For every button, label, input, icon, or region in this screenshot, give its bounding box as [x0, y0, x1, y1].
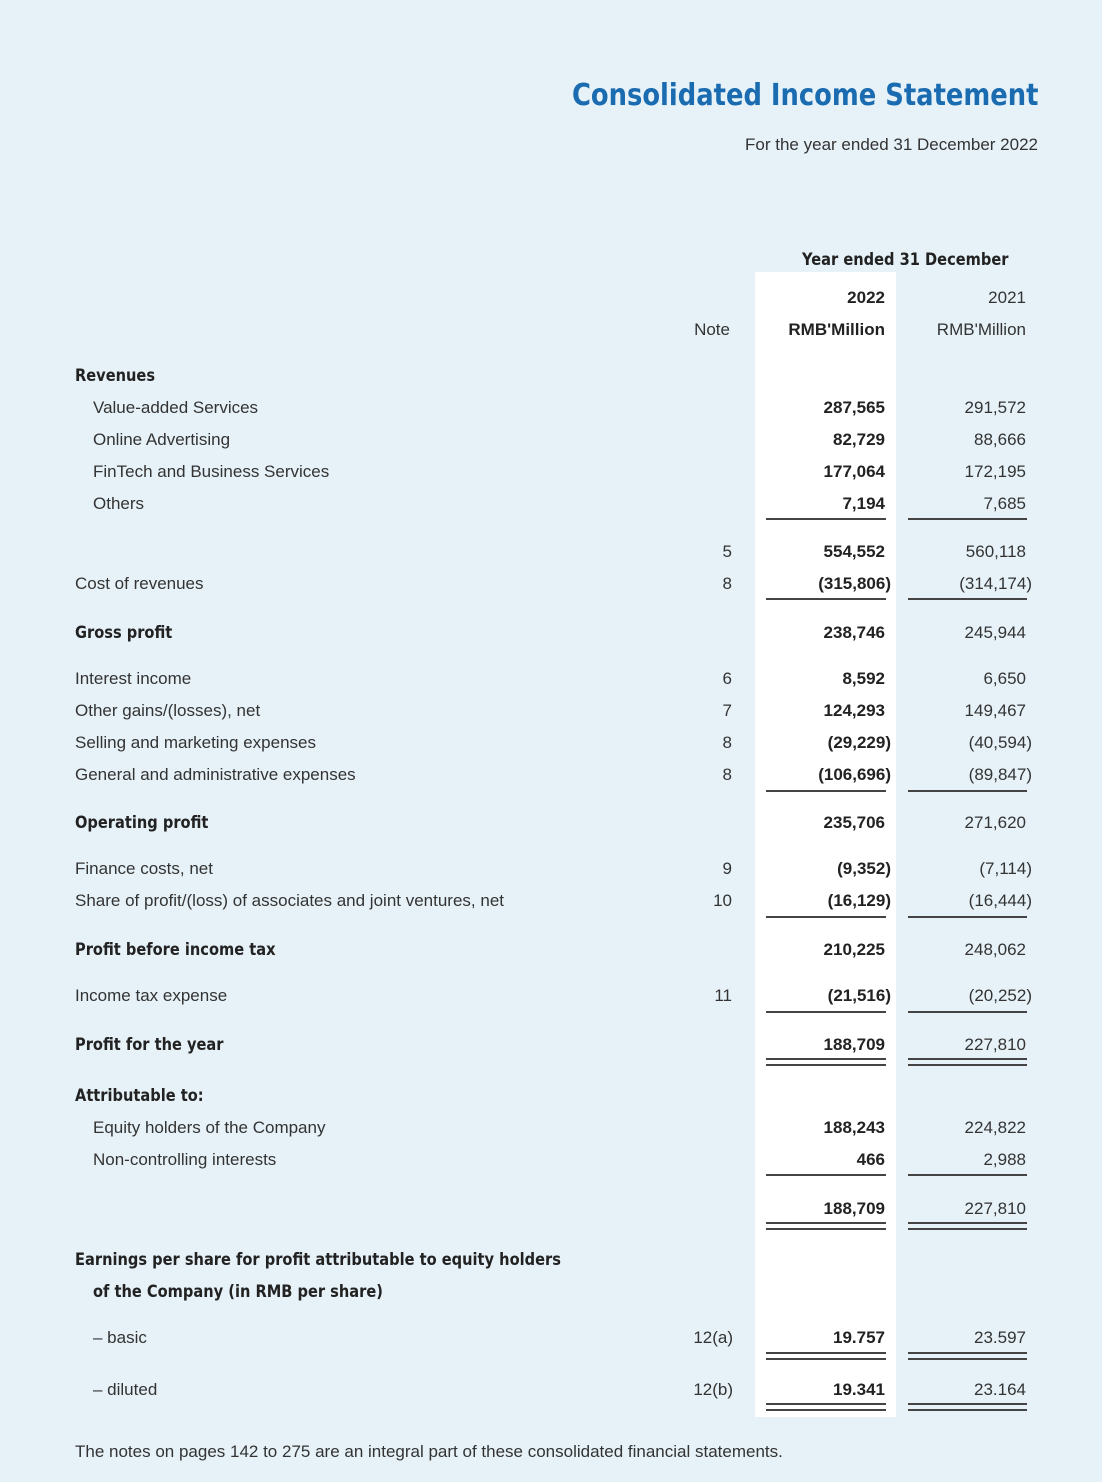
note-ref: 9	[722, 859, 732, 878]
value-2021: 248,062	[964, 940, 1026, 959]
value-2021: 227,810	[964, 1035, 1026, 1054]
value-2021: (89,847)	[968, 765, 1032, 784]
value-2021: (20,252)	[968, 986, 1032, 1005]
value-2021: (314,174)	[959, 574, 1032, 593]
period-header: Year ended 31 December	[802, 250, 1009, 270]
value-2021: (40,594)	[968, 733, 1032, 752]
note-ref: 8	[722, 574, 732, 593]
note-ref: 6	[722, 669, 732, 688]
value-2022: (21,516)	[827, 986, 891, 1005]
value-2022: 188,709	[823, 1199, 885, 1218]
row-label: Income tax expense	[75, 986, 228, 1005]
total-double-rule	[766, 1352, 886, 1360]
row-label: Cost of revenues	[75, 574, 204, 593]
value-2021: 23.164	[974, 1380, 1026, 1399]
page-subtitle: For the year ended 31 December 2022	[745, 135, 1038, 154]
note-ref: 8	[722, 733, 732, 752]
value-2021: (16,444)	[968, 891, 1032, 910]
subtotal-rule	[908, 598, 1027, 600]
total-double-rule	[766, 1058, 886, 1066]
year-prior-header: 2021	[988, 288, 1026, 307]
value-2022: 238,746	[823, 623, 885, 642]
note-ref: 11	[714, 986, 732, 1005]
value-2022: 124,293	[823, 701, 885, 720]
row-label: Selling and marketing expenses	[75, 733, 316, 752]
value-2022: 19.341	[833, 1380, 885, 1399]
row-label: Others	[93, 494, 145, 513]
note-header: Note	[694, 320, 730, 339]
row-label: – basic	[93, 1328, 147, 1347]
note-ref: 7	[722, 701, 732, 720]
value-2021: 245,944	[964, 623, 1026, 642]
value-2022: 177,064	[823, 462, 885, 481]
eps-heading: Earnings per share for profit attributable to equity holders	[75, 1250, 561, 1270]
subtotal-rule	[908, 1174, 1027, 1176]
row-label: Equity holders of the Company	[93, 1118, 326, 1137]
value-2022: 466	[856, 1150, 885, 1169]
value-2021: 7,685	[983, 494, 1026, 513]
note-ref: 8	[722, 765, 732, 784]
row-label: General and administrative expenses	[75, 765, 356, 784]
value-2021: 2,988	[983, 1150, 1026, 1169]
value-2021: 6,650	[983, 669, 1026, 688]
row-label: FinTech and Business Services	[93, 462, 330, 481]
note-ref: 5	[722, 542, 732, 561]
value-2021: 149,467	[964, 701, 1026, 720]
value-2022: (9,352)	[837, 859, 891, 878]
note-ref: 12(a)	[693, 1328, 733, 1347]
footnote: The notes on pages 142 to 275 are an integral part of these consolidated financial statements.	[75, 1442, 783, 1461]
note-ref: 10	[713, 891, 732, 910]
total-double-rule	[908, 1403, 1027, 1411]
subtotal-rule	[766, 1174, 886, 1176]
row-label: Online Advertising	[93, 430, 231, 449]
row-label: Interest income	[75, 669, 192, 688]
subtotal-rule	[908, 790, 1027, 792]
value-2021: 88,666	[974, 430, 1026, 449]
subtotal-rule	[908, 518, 1027, 520]
value-2021: (7,114)	[979, 859, 1032, 878]
value-2022: 19.757	[833, 1328, 885, 1347]
value-2022: 8,592	[842, 669, 885, 688]
value-2022: 554,552	[823, 542, 885, 561]
total-double-rule	[908, 1352, 1027, 1360]
value-2022: 188,243	[823, 1118, 885, 1137]
value-2021: 224,822	[964, 1118, 1026, 1137]
row-label: Other gains/(losses), net	[75, 701, 261, 720]
value-2022: (16,129)	[827, 891, 891, 910]
subtotal-rule	[766, 598, 886, 600]
value-2022: 82,729	[833, 430, 885, 449]
total-double-rule	[908, 1222, 1027, 1230]
row-label: Non-controlling interests	[93, 1150, 277, 1169]
note-ref: 12(b)	[693, 1380, 733, 1399]
subtotal-rule	[766, 518, 886, 520]
unit-current-header: RMB'Million	[788, 320, 885, 339]
row-label: Share of profit/(loss) of associates and joint ventures, net	[75, 891, 505, 910]
value-2022: (106,696)	[818, 765, 891, 784]
value-2022: 7,194	[842, 494, 885, 513]
value-2021: 271,620	[964, 813, 1026, 832]
subtotal-rule	[766, 790, 886, 792]
row-label: Operating profit	[75, 813, 209, 833]
page-title: Consolidated Income Statement	[571, 78, 1038, 113]
revenues-heading: Revenues	[75, 366, 156, 386]
year-current-header: 2022	[847, 288, 885, 307]
total-double-rule	[908, 1058, 1027, 1066]
value-2021: 560,118	[965, 542, 1026, 561]
row-label: Profit before income tax	[75, 940, 276, 960]
value-2021: 227,810	[964, 1199, 1026, 1218]
value-2022: 287,565	[823, 398, 885, 417]
total-double-rule	[766, 1222, 886, 1230]
subtotal-rule	[766, 1011, 886, 1013]
row-label: – diluted	[93, 1380, 158, 1399]
value-2022: 235,706	[823, 813, 885, 832]
value-2022: (315,806)	[818, 574, 891, 593]
total-double-rule	[766, 1403, 886, 1411]
row-label: Value-added Services	[93, 398, 259, 417]
row-label: Profit for the year	[75, 1035, 224, 1055]
value-2021: 291,572	[964, 398, 1026, 417]
value-2021: 172,195	[964, 462, 1026, 481]
row-label: Gross profit	[75, 623, 173, 643]
value-2022: 188,709	[823, 1035, 885, 1054]
row-label: Finance costs, net	[75, 859, 213, 878]
value-2022: 210,225	[823, 940, 885, 959]
eps-heading-cont: of the Company (in RMB per share)	[93, 1282, 383, 1302]
attributable-heading: Attributable to:	[75, 1086, 204, 1106]
subtotal-rule	[908, 1011, 1027, 1013]
value-2021: 23.597	[974, 1328, 1026, 1347]
unit-prior-header: RMB'Million	[936, 320, 1026, 339]
subtotal-rule	[766, 916, 886, 918]
subtotal-rule	[908, 916, 1027, 918]
value-2022: (29,229)	[827, 733, 891, 752]
